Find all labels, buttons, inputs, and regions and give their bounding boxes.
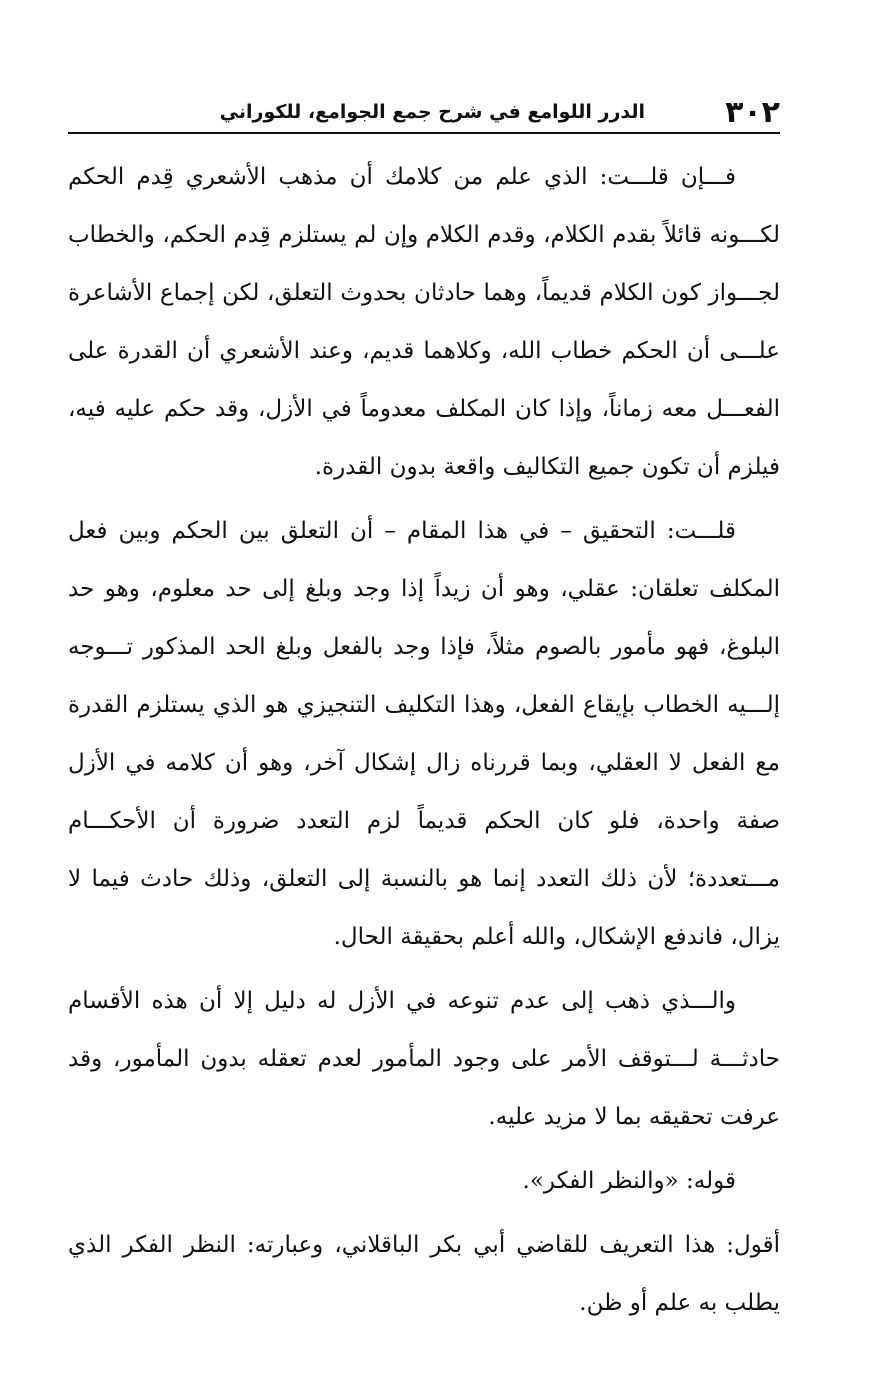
running-title: الدرر اللوامع في شرح جمع الجوامع، للكوراني [219, 101, 646, 123]
paragraph-counter-view: والـــذي ذهب إلى عدم تنوعه في الأزل له دليل إلا أن هذه الأقسام حادثـــة لـــتوقف الأمر على وجود المأمور لعدم تعقله بدون المأمور، وقد عرفت تحقيقه بما لا مزيد عليه. [68, 988, 780, 1130]
paragraph-commentary: أقول: هذا التعريف للقاضي أبي بكر الباقلاني، وعبارته: النظر الفكر الذي يطلب به علم أو ظن. [68, 1232, 780, 1316]
page-number: ٣٠٢ [725, 94, 780, 130]
body-text [68, 148, 780, 1332]
paragraph-objection: فـــإن قلـــت: الذي علم من كلامك أن مذهب الأشعري قِدم الحكم لكـــونه قائلاً بقدم الكلام، وقدم الكلام وإن لم يستلزم قِدم الحكم، والخطاب لجـــواز كون الكلام قديماً، وهما حادثان بحدوث التعلق، لكن إجماع الأشاعرة علـــى أن الحكم خطاب الله، وكلاهما قديم، وعند الأشعري أن القدرة على الفعـــل معه زماناً، وإذا كان المكلف معدوماً في الأزل، وقد حكم عليه فيه، فيلزم أن تكون جميع التكاليف واقعة بدون القدرة. [68, 164, 780, 480]
running-head [68, 92, 780, 134]
paragraph-answer: قلـــت: التحقيق – في هذا المقام – أن التعلق بين الحكم وبين فعل المكلف تعلقان: عقلي، وهو أن زيداً إذا وجد وبلغ إلى حد معلوم، وهو حد البلوغ، فهو مأمور بالصوم مثلاً، فإذا وجد بالفعل وبلغ الحد المذكور تـــوجه إلـــيه الخطاب بإيقاع الفعل، وهذا التكليف التنجيزي هو الذي يستلزم القدرة مع الفعل لا العقلي، وبما قررناه زال إشكال آخر، وهو أن كلامه في الأزل صفة واحدة، فلو كان الحكم قديماً لزم التعدد ضرورة أن الأحكـــام مـــتعددة؛ لأن ذلك التعدد إنما هو بالنسبة إلى التعلق، وذلك حادث فيما لا يزال، فاندفع الإشكال، والله أعلم بحقيقة الحال. [68, 518, 780, 950]
paragraph-quote: قوله: «والنظر الفكر». [522, 1168, 736, 1194]
